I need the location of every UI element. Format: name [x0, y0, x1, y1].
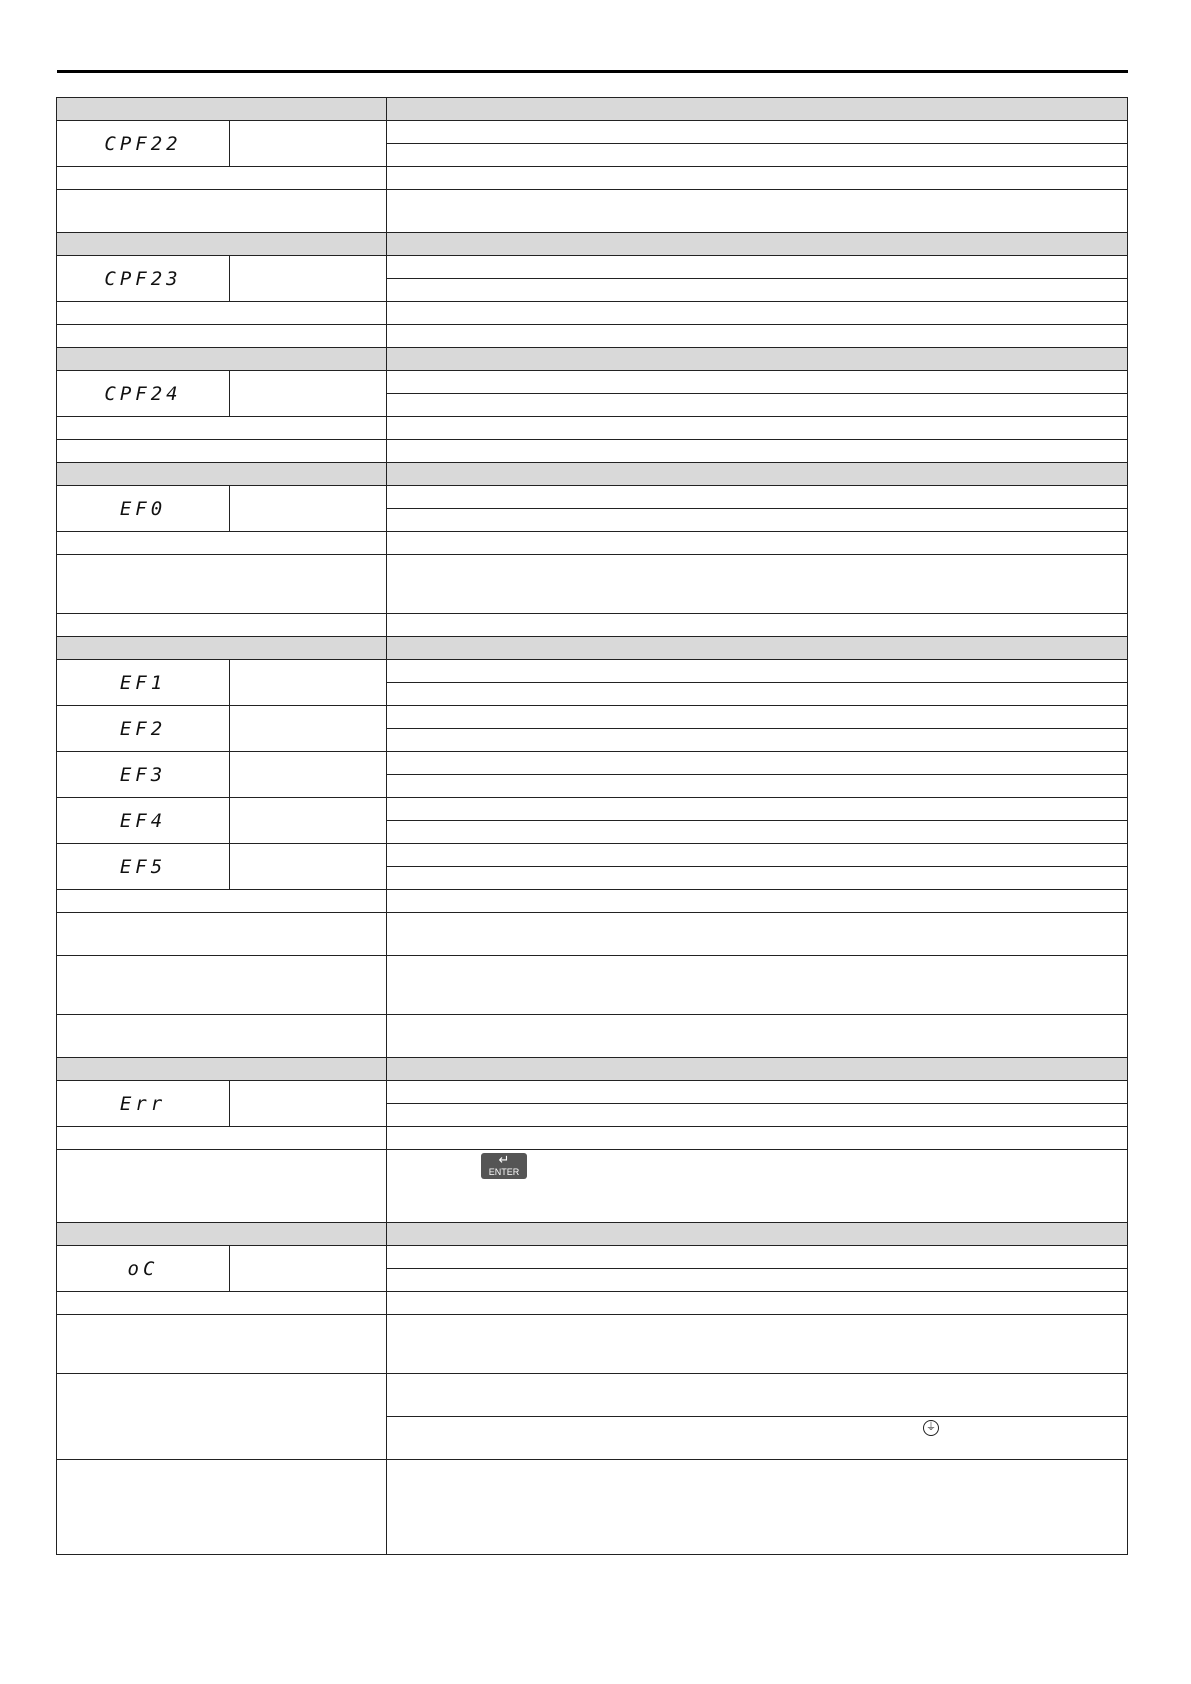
table-row [57, 256, 1128, 279]
table-row [57, 121, 1128, 144]
fault-code: CPF23 [57, 256, 230, 302]
table-row [57, 752, 1128, 775]
fault-code: oC [57, 1246, 230, 1292]
table-row [57, 798, 1128, 821]
table-row [57, 1223, 1128, 1246]
table-row [57, 348, 1128, 371]
table-row [57, 844, 1128, 867]
table-row [57, 486, 1128, 509]
enter-arrow-icon: ↵ [498, 1152, 510, 1167]
fault-code: EF0 [57, 486, 230, 532]
table-row [57, 1058, 1128, 1081]
table-row [57, 1246, 1128, 1269]
fault-table [56, 97, 1128, 1555]
fault-code: EF2 [57, 706, 230, 752]
fault-code: CPF22 [57, 121, 230, 167]
table-row [57, 660, 1128, 683]
table-row [57, 98, 1128, 121]
enter-key-label: ENTER [488, 1167, 520, 1177]
table-row [57, 371, 1128, 394]
fault-code: EF3 [57, 752, 230, 798]
fault-code: CPF24 [57, 371, 230, 417]
fault-code: EF1 [57, 660, 230, 706]
ground-symbol-icon: ⏚ [923, 1420, 939, 1436]
fault-code: EF5 [57, 844, 230, 890]
fault-code: EF4 [57, 798, 230, 844]
table-row [57, 233, 1128, 256]
fault-code: Err [57, 1081, 230, 1127]
table-row [57, 463, 1128, 486]
table-row [57, 706, 1128, 729]
table-row [57, 1081, 1128, 1104]
table-row [57, 637, 1128, 660]
top-rule [57, 70, 1128, 73]
enter-key-icon [481, 1153, 527, 1179]
